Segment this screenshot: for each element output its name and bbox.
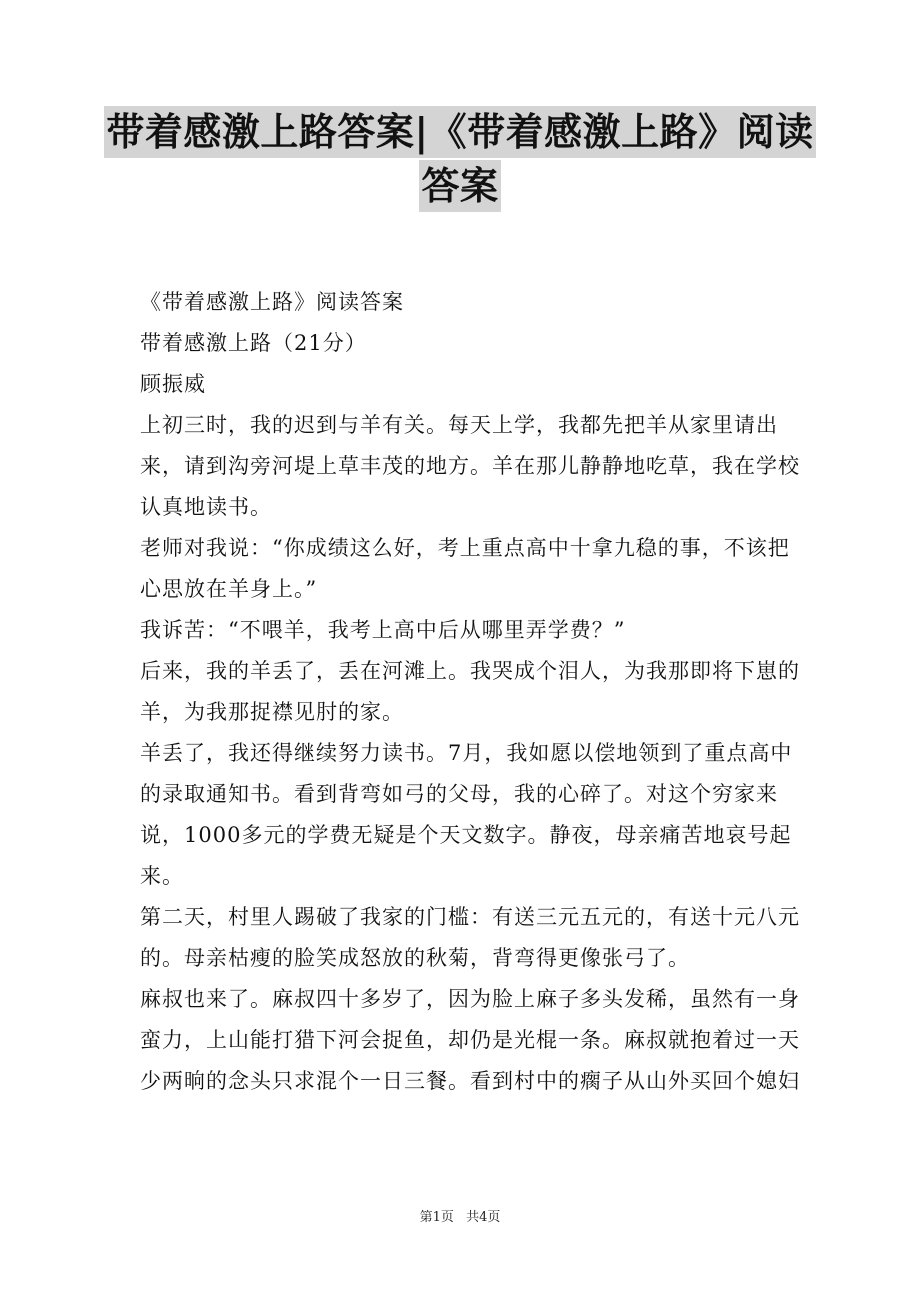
paragraph-heading: 带着感激上路（21分） [140, 331, 367, 355]
paragraph: 羊丢了，我还得继续努力读书。7月，我如愿以偿地领到了重点高中的录取通知书。看到背弯如弓的父母，我的心碎了。对这个穷家来说，1000多元的学费无疑是个天文数字。静夜，母亲痛苦地哀号起来。 [140, 741, 793, 888]
paragraph-subtitle: 《带着感激上路》阅读答案 [140, 290, 404, 314]
title-line-2: 答案 [419, 160, 500, 212]
paragraph: 我诉苦：“不喂羊，我考上高中后从哪里弄学费？” [140, 618, 626, 642]
paragraph-author: 顾振威 [140, 372, 206, 396]
paragraph: 第二天，村里人踢破了我家的门槛：有送三元五元的，有送十元八元的。母亲枯瘦的脸笑成怒放的秋菊，背弯得更像张弓了。 [140, 905, 800, 970]
page-total: 共4页 [466, 1210, 501, 1225]
document-body [140, 282, 800, 1102]
document-title [0, 106, 920, 214]
page-footer [0, 1206, 920, 1225]
paragraph: 上初三时，我的迟到与羊有关。每天上学，我都先把羊从家里请出来，请到沟旁河堤上草丰茂的地方。羊在那儿静静地吃草，我在学校认真地读书。 [140, 413, 800, 519]
title-line-1: 带着感激上路答案|《带着感激上路》阅读 [104, 106, 815, 158]
paragraph: 麻叔也来了。麻叔四十多岁了，因为脸上麻子多头发稀，虽然有一身蛮力，上山能打猎下河会捉鱼，却仍是光棍一条。麻叔就抱着过一天少两晌的念头只求混个一日三餐。看到村中的瘸子从山外买回个媳妇 [140, 987, 800, 1093]
paragraph: 老师对我说：“你成绩这么好，考上重点高中十拿九稳的事，不该把心思放在羊身上。” [140, 536, 790, 601]
page-number: 第1页 [419, 1210, 454, 1225]
paragraph: 后来，我的羊丢了，丢在河滩上。我哭成个泪人，为我那即将下崽的羊，为我那捉襟见肘的家。 [140, 659, 800, 724]
